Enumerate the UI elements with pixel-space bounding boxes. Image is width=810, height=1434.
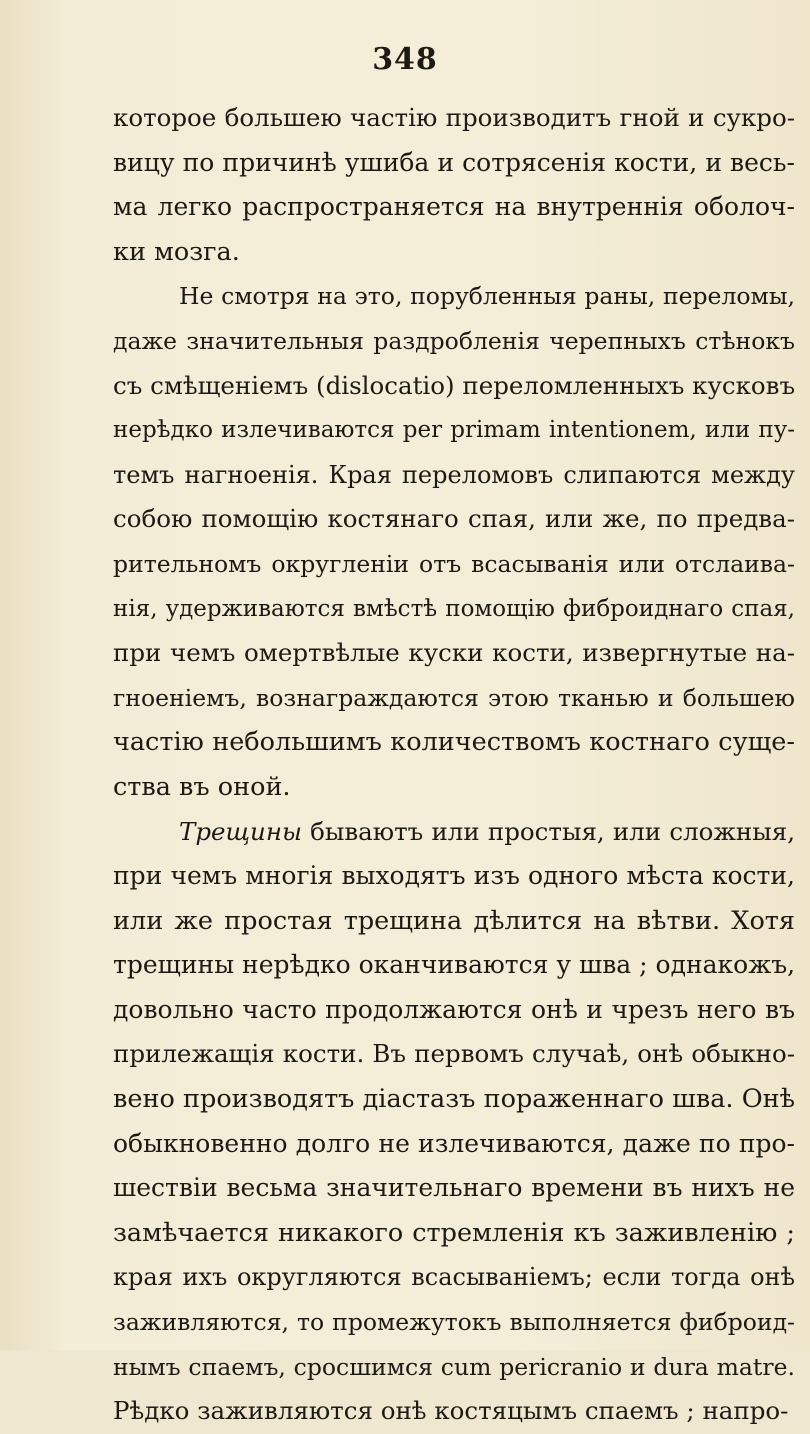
text-line: трещины нерѣдко оканчиваются у шва ; однакожъ, (113, 950, 796, 980)
paragraph (113, 810, 795, 1434)
text-line: шествіи весьма значительнаго времени въ нихъ не (113, 1173, 795, 1203)
text-line: ства въ оной. (113, 771, 291, 802)
text-line: прилежащія кости. Въ первомъ случаѣ, онѣ обыкно- (113, 1039, 795, 1069)
text-line: нерѣдко излечиваются per primam intentionem, или пу- (113, 417, 795, 444)
italic-term: Трещины (179, 816, 302, 846)
page-number: 348 (372, 42, 438, 77)
text-line (113, 810, 795, 855)
text-line: довольно часто продолжаются онѣ и чрезъ него въ (113, 994, 795, 1024)
text-line: собою помощію костянаго спая, или же, по предва- (113, 504, 795, 534)
text-line: при чемъ омертвѣлые куски кости, извергнутые на- (113, 638, 795, 668)
text-line-rest: бываютъ или простыя, или сложныя, (301, 816, 795, 846)
text-line: или же простая трещина дѣлится на вѣтви. Хотя (113, 905, 795, 936)
text-line: обыкновенно долго не излечиваются, даже по про- (113, 1128, 795, 1158)
text-line: съ смѣщеніемъ (dislocatio) переломленныхъ кусковъ (113, 370, 796, 400)
text-line: вено производятъ діастазъ пораженнаго шва. Онѣ (113, 1084, 795, 1115)
text-line: рительномъ округленіи отъ всасыванія или отслаива- (113, 549, 795, 578)
text-line: при чемъ многія выходятъ изъ одного мѣста кости, (113, 861, 795, 891)
paragraph (113, 96, 795, 274)
text-line: замѣчается никакого стремленія къ заживленію ; (113, 1217, 795, 1248)
body-text (113, 96, 795, 1434)
text-line: гноеніемъ, вознаграждаются этою тканью и большею (113, 683, 795, 712)
text-line: Не смотря на это, порубленныя раны, переломы, (179, 282, 795, 311)
text-line: ки мозга. (113, 236, 240, 267)
text-line: Рѣдко заживляются онѣ костяцымъ спаемъ ; напро- (113, 1396, 789, 1426)
text-line: нія, удерживаются вмѣстѣ помощію фиброиднаго спая, (113, 595, 795, 622)
text-line: ма легко распространяется на внутреннія оболоч- (113, 192, 795, 222)
text-line: заживляются, то промежутокъ выполняется фиброид- (113, 1308, 795, 1337)
text-line: края ихъ округляются всасываніемъ; если тогда онѣ (113, 1263, 795, 1292)
paragraph (113, 274, 795, 809)
text-line: которое большею частію производитъ гной и сукро- (113, 103, 795, 132)
text-line: даже значительныя раздробленія черепныхъ стѣнокъ (113, 326, 795, 355)
text-line: нымъ спаемъ, сросшимся cum pericranio и dura matre. (113, 1352, 795, 1381)
text-line: частію небольшимъ количествомъ костнаго суще- (113, 727, 795, 758)
text-line: темъ нагноенія. Края переломовъ слипаются между (113, 460, 795, 489)
text-line: вицу по причинѣ ушиба и сотрясенія кости, и весь- (113, 147, 795, 177)
